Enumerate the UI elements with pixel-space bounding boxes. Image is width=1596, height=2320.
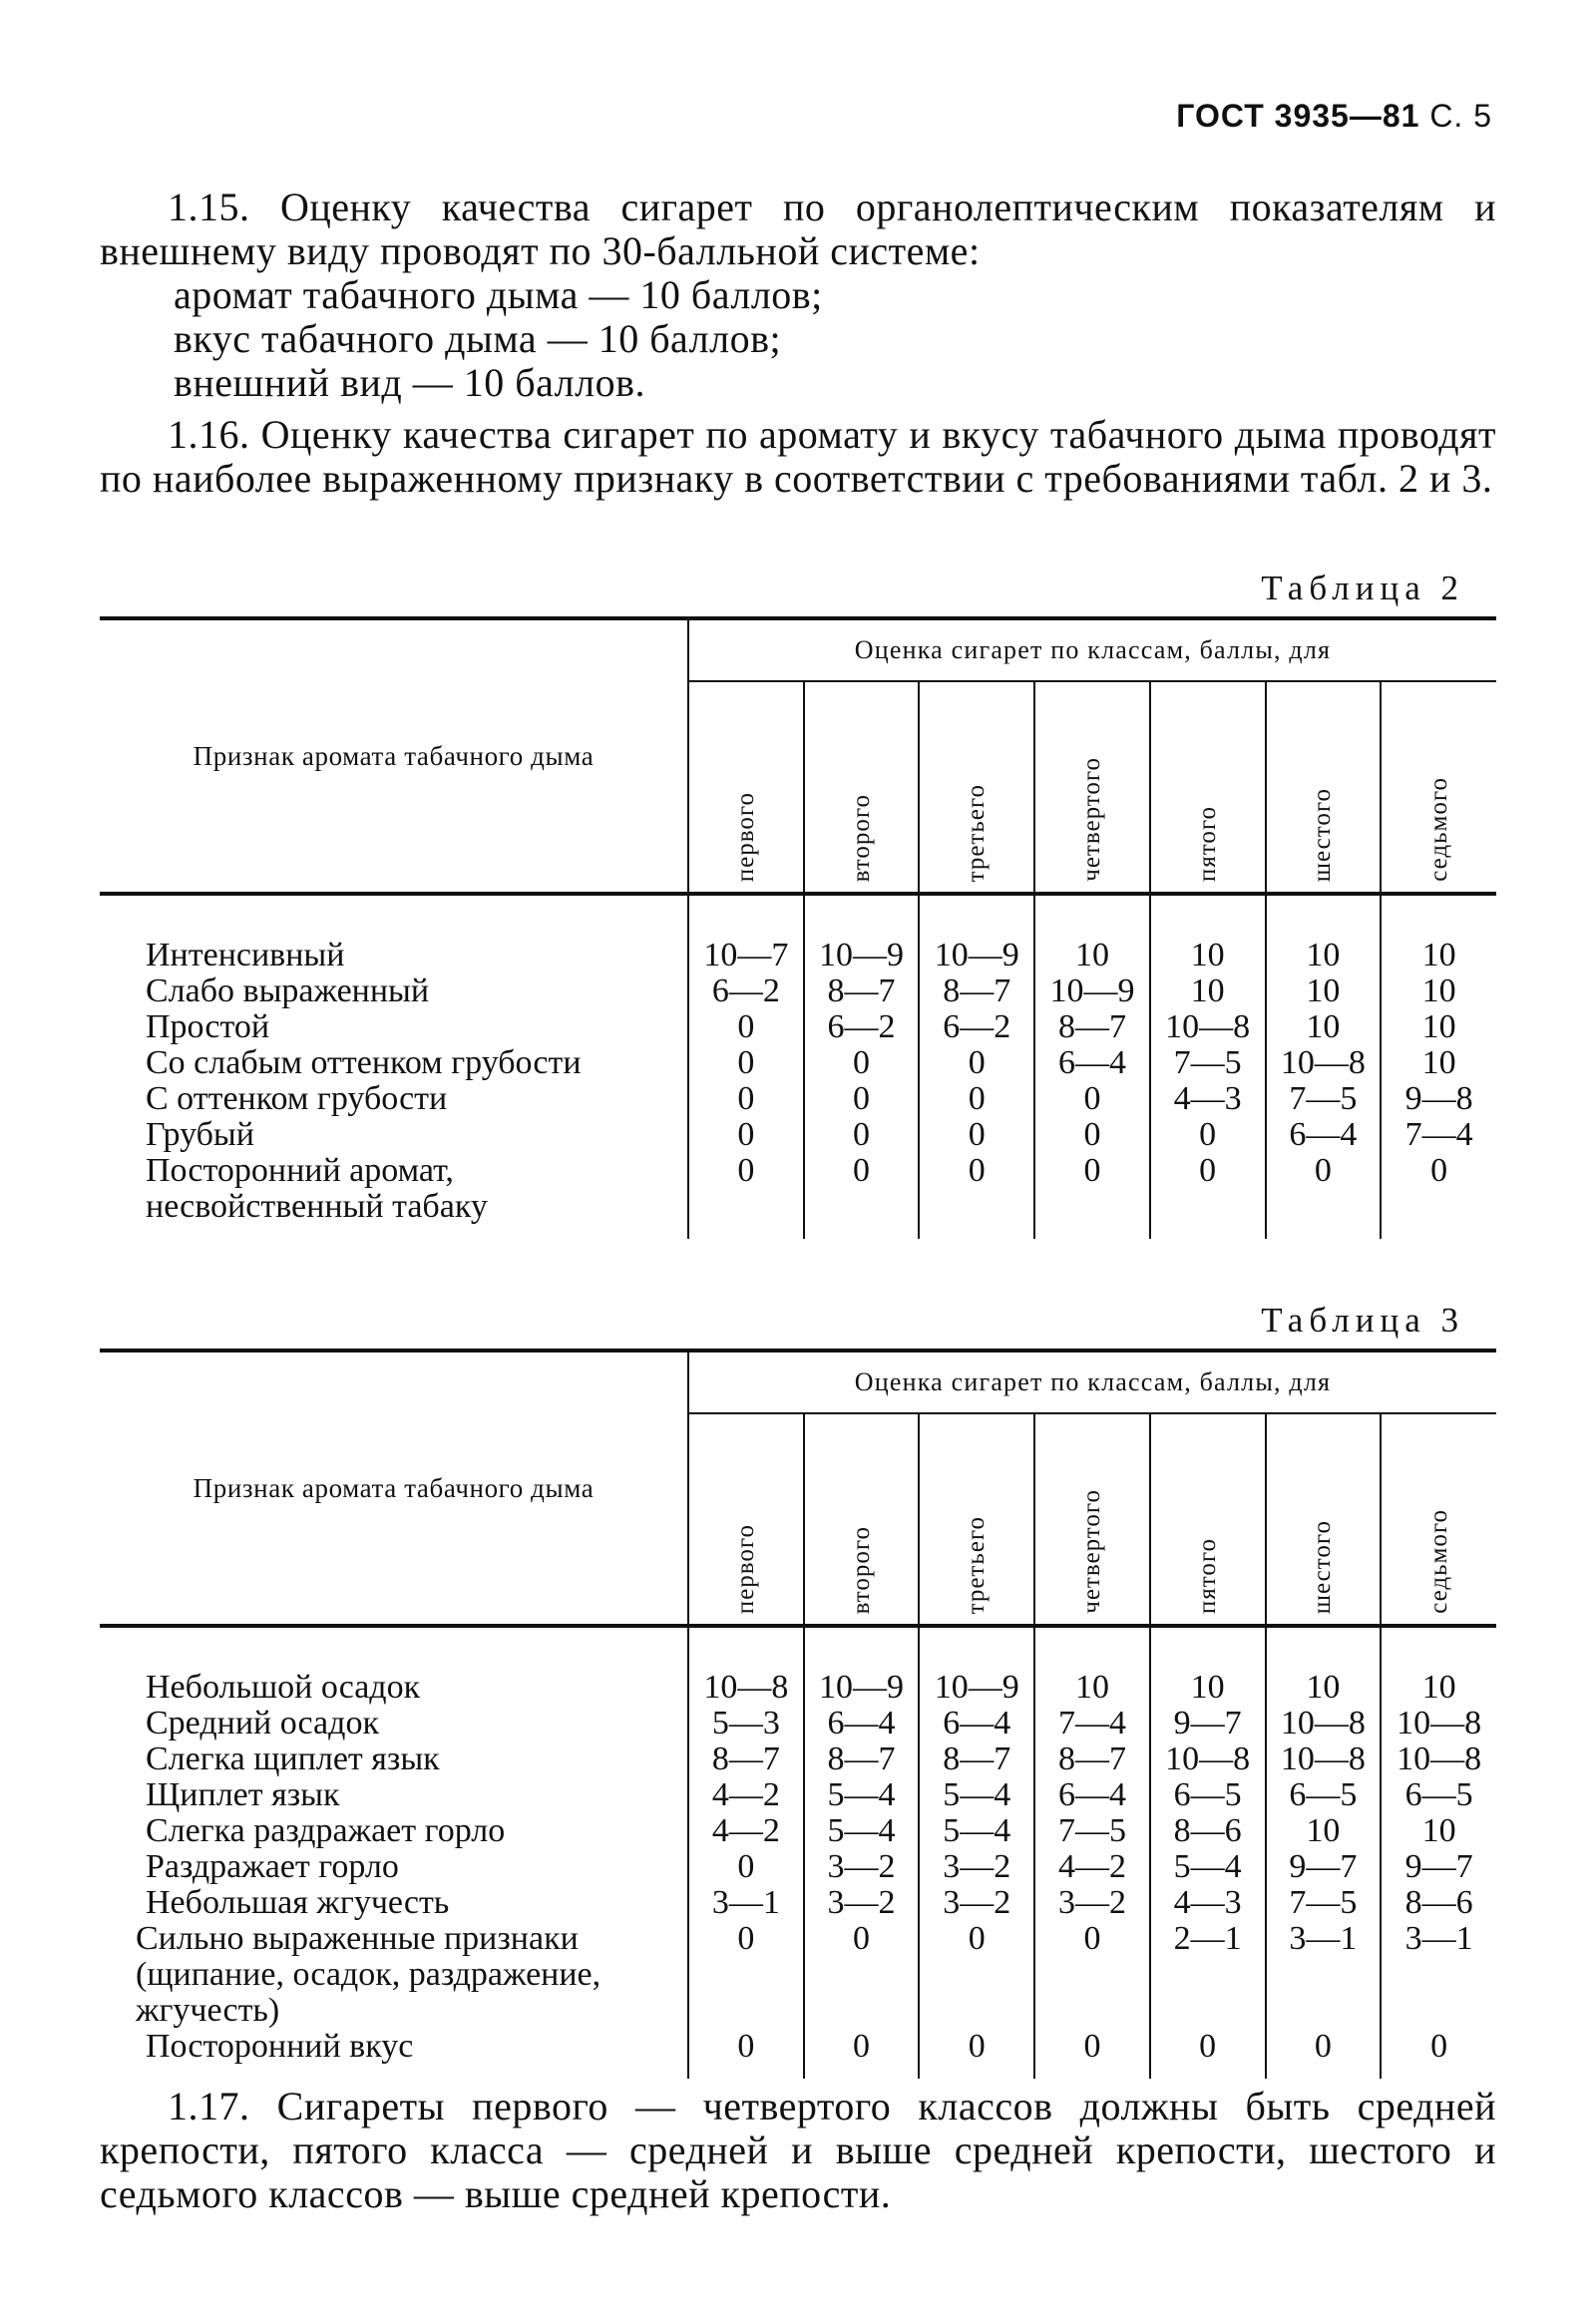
cell: 3—2 — [919, 1849, 1034, 1885]
cell: 3—2 — [804, 1885, 920, 1921]
row-label: Небольшой осадок — [146, 1669, 421, 1706]
page-number: С. 5 — [1429, 98, 1492, 134]
cell: 8—6 — [1381, 1885, 1496, 1921]
cell: 10 — [1266, 1813, 1382, 1849]
cell: 4—2 — [1034, 1849, 1150, 1885]
cell: 0 — [804, 1045, 920, 1081]
cell: 0 — [1150, 1117, 1266, 1153]
cell: 5—4 — [804, 1777, 920, 1813]
table3 — [100, 1349, 1496, 2079]
cell: 3—2 — [1034, 1885, 1150, 1921]
row-label: Небольшая жгучесть — [146, 1884, 450, 1921]
table3-feature-header: Признак аромата табачного дыма — [100, 1351, 688, 1626]
cell: 0 — [688, 1117, 804, 1153]
table-row — [100, 1009, 1496, 1045]
cell: 6—5 — [1150, 1777, 1266, 1813]
cell: 0 — [688, 1009, 804, 1045]
cell: 0 — [919, 2029, 1034, 2079]
cell: 0 — [919, 1117, 1034, 1153]
cell: 0 — [804, 1117, 920, 1153]
cell: 9—8 — [1381, 1081, 1496, 1117]
cell: 0 — [1034, 1117, 1150, 1153]
cell: 10—8 — [1381, 1741, 1496, 1777]
class-header: четвертого — [1034, 681, 1150, 894]
cell: 8—7 — [688, 1741, 804, 1777]
cell: 0 — [1381, 1153, 1496, 1239]
cell: 8—7 — [919, 973, 1034, 1009]
cell: 10 — [1150, 973, 1266, 1009]
cell: 5—4 — [919, 1813, 1034, 1849]
cell: 3—1 — [1381, 1921, 1496, 2029]
cell: 9—7 — [1266, 1849, 1382, 1885]
class-header: шестого — [1266, 681, 1382, 894]
cell: 4—2 — [688, 1777, 804, 1813]
section-1-17-text: 1.17. Сигареты первого — четвертого классов должны быть средней крепости, пятого класса — средней и выше средней крепости, шестого и седьмого классов — выше средней крепости. — [100, 2084, 1496, 2216]
class-header: второго — [804, 1413, 920, 1626]
class-header: второго — [804, 681, 920, 894]
cell: 10—9 — [804, 894, 920, 973]
cell: 7—5 — [1266, 1081, 1382, 1117]
row-label: Слегка щиплет язык — [146, 1740, 440, 1777]
cell: 10 — [1266, 973, 1382, 1009]
row-label: Посторонний вкус — [146, 2028, 414, 2065]
row-label: Раздражает горло — [146, 1848, 399, 1885]
cell: 10 — [1266, 894, 1382, 973]
row-label: Простой — [146, 1008, 270, 1045]
cell: 4—3 — [1150, 1885, 1266, 1921]
cell: 3—1 — [1266, 1921, 1382, 2029]
cell: 0 — [688, 1153, 804, 1239]
cell: 8—7 — [804, 973, 920, 1009]
class-header: седьмого — [1381, 1413, 1496, 1626]
row-label: Сильно выраженные признаки (щипание, осадок, раздражение, жгучесть) — [136, 1920, 601, 2029]
cell: 10 — [1381, 1045, 1496, 1081]
cell: 10 — [1266, 1626, 1382, 1706]
class-header: первого — [688, 681, 804, 894]
table3-caption: Таблица 3 — [1261, 1301, 1464, 1340]
cell: 8—7 — [919, 1741, 1034, 1777]
section-1-15 — [100, 186, 1496, 405]
cell: 4—2 — [688, 1813, 804, 1849]
cell: 6—5 — [1266, 1777, 1382, 1813]
cell: 10 — [1381, 1626, 1496, 1706]
class-header: шестого — [1266, 1413, 1382, 1626]
table-row — [100, 1813, 1496, 1849]
table-row — [100, 1045, 1496, 1081]
cell: 9—7 — [1150, 1706, 1266, 1741]
list-item: вкус табачного дыма — 10 баллов; — [174, 316, 782, 361]
row-label: Средний осадок — [146, 1705, 379, 1741]
cell: 3—2 — [804, 1849, 920, 1885]
row-label: Щиплет язык — [146, 1776, 340, 1813]
cell: 0 — [1034, 2029, 1150, 2079]
class-header: седьмого — [1381, 681, 1496, 894]
cell: 0 — [688, 1081, 804, 1117]
table-row — [100, 1117, 1496, 1153]
table-row — [100, 1626, 1496, 1706]
cell: 6—2 — [919, 1009, 1034, 1045]
cell: 2—1 — [1150, 1921, 1266, 2029]
table2-group-header: Оценка сигарет по классам, баллы, для — [688, 618, 1496, 681]
cell: 6—4 — [1034, 1777, 1150, 1813]
class-header: первого — [688, 1413, 804, 1626]
table3-group-header: Оценка сигарет по классам, баллы, для — [688, 1351, 1496, 1413]
cell: 0 — [1034, 1153, 1150, 1239]
list-item: аромат табачного дыма — 10 баллов; — [174, 272, 823, 317]
cell: 3—2 — [919, 1885, 1034, 1921]
cell: 10 — [1034, 1626, 1150, 1706]
cell: 10 — [1150, 1626, 1266, 1706]
cell: 0 — [688, 1045, 804, 1081]
cell: 8—7 — [1034, 1741, 1150, 1777]
cell: 10 — [1381, 973, 1496, 1009]
section-1-17 — [100, 2085, 1496, 2216]
cell: 10—8 — [1381, 1706, 1496, 1741]
cell: 5—3 — [688, 1706, 804, 1741]
cell: 6—5 — [1381, 1777, 1496, 1813]
table-row — [100, 1777, 1496, 1813]
row-label: Интенсивный — [146, 937, 345, 973]
cell: 8—7 — [1034, 1009, 1150, 1045]
cell: 10—8 — [688, 1626, 804, 1706]
section-1-16 — [100, 413, 1496, 501]
page-header — [1176, 98, 1492, 135]
cell: 10—9 — [1034, 973, 1150, 1009]
cell: 0 — [688, 2029, 804, 2079]
cell: 0 — [1381, 2029, 1496, 2079]
cell: 10—8 — [1150, 1009, 1266, 1045]
class-header: четвертого — [1034, 1413, 1150, 1626]
table-row — [100, 1849, 1496, 1885]
cell: 6—4 — [1266, 1117, 1382, 1153]
cell: 6—4 — [919, 1706, 1034, 1741]
class-header: третьего — [919, 1413, 1034, 1626]
table-row — [100, 1081, 1496, 1117]
cell: 3—1 — [688, 1885, 804, 1921]
cell: 0 — [919, 1045, 1034, 1081]
cell: 10—9 — [919, 894, 1034, 973]
cell: 10 — [1266, 1009, 1382, 1045]
cell: 8—7 — [804, 1741, 920, 1777]
cell: 0 — [804, 2029, 920, 2079]
table-row — [100, 1706, 1496, 1741]
cell: 6—2 — [804, 1009, 920, 1045]
cell: 0 — [688, 1921, 804, 2029]
section-1-15-text: 1.15. Оценку качества сигарет по органолептическим показателям и внешнему виду проводят по 30-балльной системе: — [100, 185, 1496, 273]
cell: 7—5 — [1150, 1045, 1266, 1081]
row-label: Грубый — [146, 1116, 254, 1153]
cell: 10 — [1034, 894, 1150, 973]
cell: 10—7 — [688, 894, 804, 973]
cell: 10 — [1381, 1813, 1496, 1849]
row-label: Слабо выраженный — [146, 972, 430, 1009]
table2-caption: Таблица 2 — [1261, 569, 1464, 607]
cell: 0 — [1150, 2029, 1266, 2079]
cell: 6—4 — [804, 1706, 920, 1741]
table-row — [100, 973, 1496, 1009]
list-item: внешний вид — 10 баллов. — [174, 360, 645, 405]
cell: 10—9 — [804, 1626, 920, 1706]
cell: 10—8 — [1266, 1741, 1382, 1777]
table-row — [100, 1921, 1496, 2029]
cell: 9—7 — [1381, 1849, 1496, 1885]
table-row — [100, 894, 1496, 973]
cell: 6—4 — [1034, 1045, 1150, 1081]
cell: 10—9 — [919, 1626, 1034, 1706]
cell: 7—4 — [1381, 1117, 1496, 1153]
table-row — [100, 1153, 1496, 1239]
cell: 0 — [1266, 1153, 1382, 1239]
cell: 4—3 — [1150, 1081, 1266, 1117]
cell: 0 — [804, 1921, 920, 2029]
cell: 0 — [688, 1849, 804, 1885]
row-label: С оттенком грубости — [146, 1080, 448, 1117]
cell: 5—4 — [919, 1777, 1034, 1813]
table-row — [100, 1741, 1496, 1777]
table2 — [100, 616, 1496, 1239]
row-label: Посторонний аромат, несвойственный табаку — [146, 1152, 488, 1225]
cell: 8—6 — [1150, 1813, 1266, 1849]
section-1-16-text: 1.16. Оценку качества сигарет по аромату и вкусу табачного дыма проводят по наиболее выраженному признаку в соответствии с требованиями табл. 2 и 3. — [100, 412, 1496, 501]
class-header: пятого — [1150, 1413, 1266, 1626]
cell: 5—4 — [804, 1813, 920, 1849]
row-label: Со слабым оттенком грубости — [146, 1044, 582, 1081]
cell: 0 — [919, 1921, 1034, 2029]
cell: 10—8 — [1266, 1045, 1382, 1081]
cell: 10 — [1381, 894, 1496, 973]
gost-number: ГОСТ 3935—81 — [1176, 98, 1420, 134]
cell: 0 — [919, 1153, 1034, 1239]
table-row — [100, 2029, 1496, 2079]
row-label: Слегка раздражает горло — [146, 1812, 506, 1849]
cell: 10—8 — [1266, 1706, 1382, 1741]
cell: 7—5 — [1034, 1813, 1150, 1849]
cell: 7—5 — [1266, 1885, 1382, 1921]
cell: 0 — [804, 1153, 920, 1239]
cell: 0 — [1034, 1921, 1150, 2029]
cell: 0 — [919, 1081, 1034, 1117]
cell: 0 — [804, 1081, 920, 1117]
cell: 10—8 — [1150, 1741, 1266, 1777]
class-header: третьего — [919, 681, 1034, 894]
cell: 0 — [1150, 1153, 1266, 1239]
cell: 0 — [1266, 2029, 1382, 2079]
class-header: пятого — [1150, 681, 1266, 894]
cell: 10 — [1381, 1009, 1496, 1045]
cell: 10 — [1150, 894, 1266, 973]
table2-feature-header: Признак аромата табачного дыма — [100, 618, 688, 894]
cell: 5—4 — [1150, 1849, 1266, 1885]
cell: 7—4 — [1034, 1706, 1150, 1741]
cell: 0 — [1034, 1081, 1150, 1117]
cell: 6—2 — [688, 973, 804, 1009]
table-row — [100, 1885, 1496, 1921]
